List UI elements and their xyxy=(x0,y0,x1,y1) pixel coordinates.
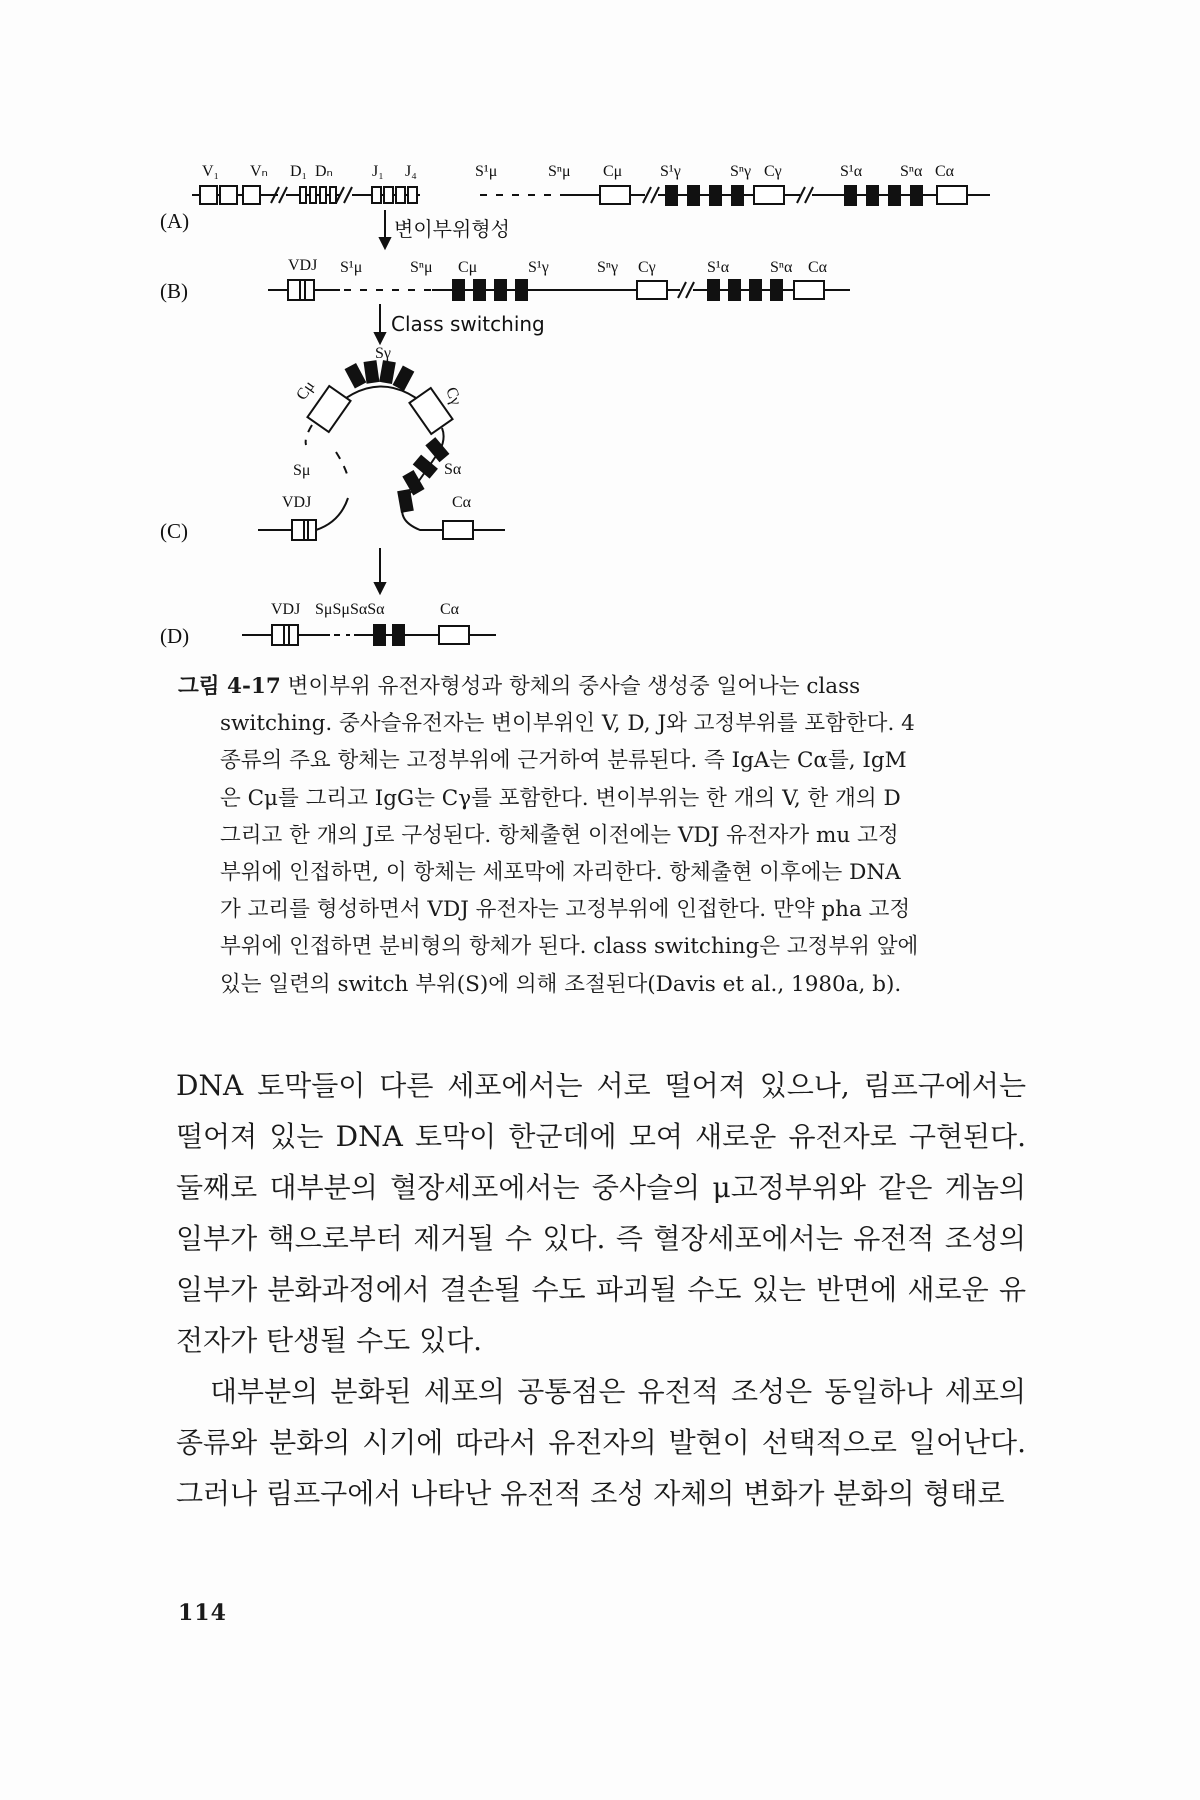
paragraph: 대부분의 분화된 세포의 공통점은 유전적 조성은 동일하나 세포의 종류와 분화의 시기에 따라서 유전자의 발현이 선택적으로 일어난다. 그러나 림프구에서 나타난 유전적 조성 자체의 변화가 분화의 형태로 xyxy=(176,1375,1026,1510)
row-c-label: Cα xyxy=(452,494,472,511)
row-a-label: Cγ xyxy=(764,163,782,180)
row-b-label: Cμ xyxy=(458,259,478,276)
row-a-label: S¹γ xyxy=(660,163,681,180)
caption-line: 은 Cμ를 그리고 IgG는 Cγ를 포함한다. 변이부위는 한 개의 V, 한 개의 D xyxy=(220,785,901,811)
caption-line: 있는 일련의 switch 부위(S)에 의해 조절된다(Davis et al., 1980a, b). xyxy=(220,971,902,997)
row-a-label: Sⁿμ xyxy=(548,163,571,180)
paragraph: DNA 토막들이 다른 세포에서는 서로 떨어져 있으나, 림프구에서는 떨어져 있는 DNA 토막이 한군데에 모여 새로운 유전자로 구현된다. 둘째로 대부분의 혈장세포에서는 중사슬의 μ고정부위와 같은 게놈의 일부가 핵으로부터 제거될 수 있다. 즉 혈장세포에서는 유전적 조성의 일부가 분화과정에서 결손될 수도 파괴될 수도 있는 반면에 새로운 유전자가 탄생될 수도 있다. xyxy=(176,1069,1026,1357)
row-d-label: SμSμSαSα xyxy=(315,601,385,618)
caption-line: 종류의 주요 항체는 고정부위에 근거하여 분류된다. 즉 IgA는 Cα를, IgM xyxy=(220,748,907,774)
class-switching-figure xyxy=(0,0,1200,660)
row-a-label: J₄ xyxy=(405,163,417,180)
row-b-label: Sⁿγ xyxy=(597,259,619,276)
row-b-label: Sⁿα xyxy=(770,259,793,276)
body-text xyxy=(176,1060,1026,1519)
caption-line: 그리고 한 개의 J로 구성된다. 항체출현 이전에는 VDJ 유전자가 mu 고정 xyxy=(220,822,899,848)
panel-label-a: (A) xyxy=(160,209,190,233)
row-c-label: Sμ xyxy=(293,462,311,479)
row-a-label: Sⁿα xyxy=(900,163,923,180)
row-b-label: Cγ xyxy=(638,259,656,276)
row-a-label: D₁ xyxy=(290,163,308,180)
row-a-label: Dₙ xyxy=(315,163,333,180)
row-c-label: Sα xyxy=(444,461,462,478)
figure-caption xyxy=(178,668,1024,1003)
row-a-label: Cα xyxy=(935,163,955,180)
row-a-label: Sⁿγ xyxy=(730,163,752,180)
row-b-label: S¹γ xyxy=(528,259,549,276)
row-a-label: Cμ xyxy=(603,163,623,180)
row-c-label: VDJ xyxy=(282,494,312,511)
arrow2-label: Class switching xyxy=(391,312,545,336)
panel-label-d: (D) xyxy=(160,624,190,648)
row-b-label: Sⁿμ xyxy=(410,259,433,276)
panel-label-b: (B) xyxy=(160,279,188,303)
row-a-label: Vₙ xyxy=(250,163,268,180)
caption-number: 그림 4-17 xyxy=(178,674,281,699)
row-a-label: S¹μ xyxy=(475,163,498,180)
row-c-label: Cγ xyxy=(442,385,465,408)
row-a-label: V₁ xyxy=(202,163,220,180)
page-number: 114 xyxy=(178,1600,227,1626)
row-d-label: Cα xyxy=(440,601,460,618)
row-c-label: Cμ xyxy=(293,377,319,404)
row-d-label: VDJ xyxy=(271,601,301,618)
row-b-label: S¹α xyxy=(707,259,730,276)
caption-line: 가 고리를 형성하면서 VDJ 유전자는 고정부위에 인접한다. 만약 pha 고정 xyxy=(220,897,911,923)
caption-line: 부위에 인접하면, 이 항체는 세포막에 자리한다. 항체출현 이후에는 DNA xyxy=(220,860,901,886)
caption-line: switching. 중사슬유전자는 변이부위인 V, D, J와 고정부위를 포함한다. 4 xyxy=(220,711,915,737)
panel-label-c: (C) xyxy=(160,519,188,543)
row-c-label: Sγ xyxy=(375,345,391,362)
caption-line: 부위에 인접하면 분비형의 항체가 된다. class switching은 고정부위 앞에 xyxy=(220,934,919,960)
row-b-label: VDJ xyxy=(288,257,318,274)
row-a-label: S¹α xyxy=(840,163,863,180)
row-b-label: Cα xyxy=(808,259,828,276)
row-a-label: J₁ xyxy=(372,163,384,180)
arrow1-label: 변이부위형성 xyxy=(394,217,510,241)
caption-line: 변이부위 유전자형성과 항체의 중사슬 생성중 일어나는 class xyxy=(287,674,861,699)
row-b-label: S¹μ xyxy=(340,259,363,276)
